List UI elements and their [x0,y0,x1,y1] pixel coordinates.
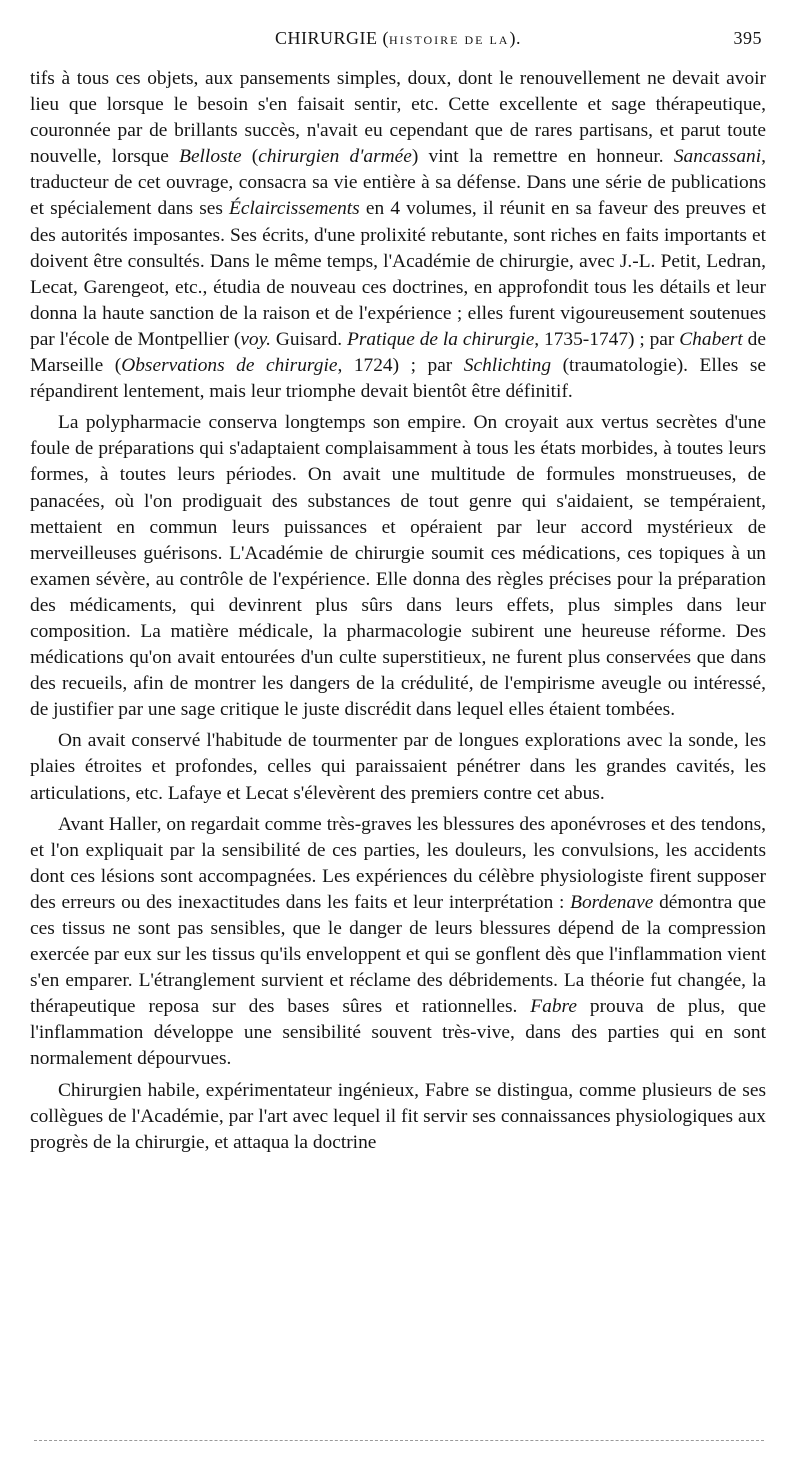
text-run: démontra que ces tissus ne sont pas sensibles, que le danger de leurs blessures dépend de la compression exercée par eux sur les tissus qu'ils enveloppent et qui se gonflent dès que l'inflammation vient s'en emparer. L'étranglement survient et réclame des débridements. La théorie fut changée, la thérapeutique reposa sur des bases sûres et rationnelles. [30,891,767,1018]
italic-text: Chabert [679,328,743,350]
italic-text: Fabre [530,996,577,1018]
italic-text: Sancassani [673,146,762,168]
text-run: de Marseille ( [30,328,766,377]
italic-text: voy. [240,328,272,350]
italic-text: chirurgien d'armée [258,146,412,168]
running-title [30,28,766,49]
text-run: , 1735-1747) ; par [534,328,680,350]
text-run: , 1724) ; par [337,355,464,377]
text-run: (traumatologie). Elles se répandirent lentement, mais leur triomphe devait bientôt être définitif. [30,355,767,403]
italic-text: Bordenave [570,891,654,913]
paragraph [30,1078,766,1156]
italic-text: Pratique de la chirurgie [347,328,535,350]
italic-text: Observations de chirurgie [121,355,338,377]
footer-rule [34,1440,764,1441]
italic-text: Éclaircissements [229,198,360,220]
text-run: Chirurgien habile, expérimentateur ingénieux, Fabre se distingua, comme plusieurs de ses collègues de l'Académie, par l'art avec lequel il fit servir ses connaissances physiologiques aux progrès de la chirurgie, et attaqua la doctrine [30,1079,766,1153]
paragraph [30,728,766,806]
paragraph [30,812,766,1073]
page-number: 395 [733,28,762,48]
text-run: en 4 volumes, il réunit en sa faveur des preuves et des autorités imposantes. Ses écrits, d'une prolixité rebutante, sont riches en faits importants et doivent être consultés. Dans le même temps, l'Académie de chirurgie, avec J.-L. Petit, Ledran, Lecat, Garengeot, etc., étudia de nouveau ces doctrines, en approfondit tous les détails et leur donna la haute sanction de la raison et de l'expérience ; elles furent vigoureusement soutenues par l'école de Montpellier ( [30,198,767,350]
text-run: ) vint la remettre en honneur. [411,146,674,168]
text-run: Guisard. [271,328,347,350]
text-run: prouva de plus, que l'inflammation développe une sensibilité souvent très-vive, dans des parties qui en sont normalement dépourvues. [30,996,766,1070]
running-title-subtitle: HISTOIRE DE LA [389,33,510,47]
text-run: ( [241,146,259,168]
document-page [30,28,766,1156]
body-text [30,66,766,1156]
text-run: , traducteur de cet ouvrage, consacra sa vie entière à sa défense. Dans une série de publications et spécialement dans ses [30,146,766,220]
text-run: On avait conservé l'habitude de tourmenter par de longues explorations avec la sonde, les plaies étroites et profondes, celles qui paraissaient pénétrer dans les grandes cavités, les articulations, etc. Lafaye et Lecat s'élevèrent des premiers contre cet abus. [30,730,766,804]
text-run: tifs à tous ces objets, aux pansements simples, doux, dont le renouvellement ne devait avoir lieu que lorsque le besoin s'en faisait sentir, etc. Cette excellente et sage thérapeutique, couronnée par de brillants succès, n'avait eu cependant que de rares partisans, et parut toute nouvelle, lorsque [30,68,766,168]
text-run: La polypharmacie conserva longtemps son empire. On croyait aux vertus secrètes d'une foule de préparations qui s'adaptaient complaisamment à tous les états morbides, à toutes leurs formes, à toutes leurs périodes. On avait une multitude de formules monstrueuses, de panacées, où l'on prodiguait des substances de tout genre qui s'aidaient, se tempéraient, mettaient en commun leurs puissances et opéraient par leur accord mystérieux de merveilleuses guérisons. L'Académie de chirurgie soumit ces médications, ces topiques à un examen sévère, au contrôle de l'expérience. Elle donna des règles précises pour la préparation des médicaments, qui devinrent plus sûrs dans leurs effets, plus simples dans leur composition. La matière médicale, la pharmacologie subirent une heureuse réforme. Des médications qu'on avait entourées d'un culte superstitieux, ne furent plus conservées que dans des recueils, afin de montrer les dangers de la crédulité, de l'empirisme aveugle ou intéressé, de justifier par une sage critique le juste discrédit dans lequel elles étaient tombées. [30,412,766,721]
paragraph [30,66,766,405]
running-title-end: ). [509,28,521,48]
running-title-main: CHIRURGIE ( [275,28,390,48]
italic-text: Belloste [179,146,242,168]
paragraph [30,410,766,723]
text-run: Avant Haller, on regardait comme très-graves les blessures des aponévroses et des tendons, et l'on expliquait par la sensibilité de ces parties, les douleurs, les convulsions, les accidents dont ces lésions sont accompagnées. Les expériences du célèbre physiologiste firent supposer des erreurs ou des inexactitudes dans les faits et leur interprétation : [30,813,766,913]
italic-text: Schlichting [463,355,552,377]
page-header [30,28,766,56]
